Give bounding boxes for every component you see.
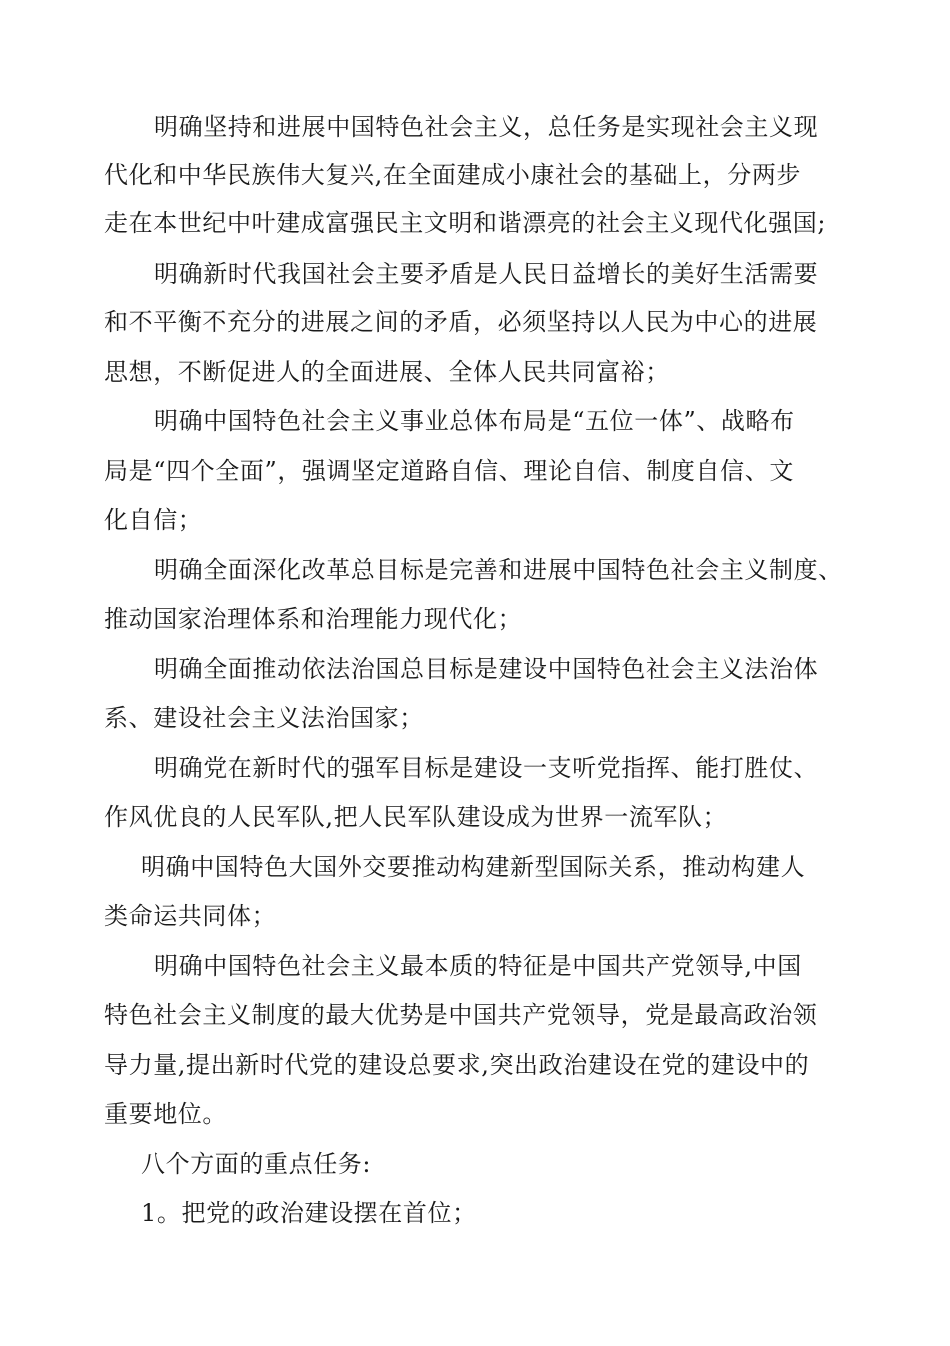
text-line: 思想，不断促进人的全面进展、全体人民共同富裕；: [104, 358, 670, 386]
text-line: 化自信；: [104, 506, 203, 534]
text-line: 明确中国特色社会主义最本质的特征是中国共产党领导,中国: [154, 952, 802, 980]
text-line: 局是“四个全面”，强调坚定道路自信、理论自信、制度自信、文: [104, 457, 794, 485]
text-line: 明确全面深化改革总目标是完善和进展中国特色社会主义制度、: [154, 556, 843, 584]
text-line: 重要地位。: [104, 1100, 227, 1128]
text-line: 明确党在新时代的强军目标是建设一支听党指挥、能打胜仗、: [154, 754, 819, 782]
text-line: 八个方面的重点任务:: [141, 1150, 372, 1178]
text-line: 1。把党的政治建设摆在首位；: [141, 1199, 477, 1227]
text-line: 代化和中华民族伟大复兴,在全面建成小康社会的基础上，分两步: [104, 161, 802, 189]
text-line: 和不平衡不充分的进展之间的矛盾，必须坚持以人民为中心的进展: [104, 308, 818, 336]
text-line: 作风优良的人民军队,把人民军队建设成为世界一流军队；: [104, 803, 728, 831]
text-line: 特色社会主义制度的最大优势是中国共产党领导，党是最高政治领: [104, 1001, 818, 1029]
text-line: 明确新时代我国社会主要矛盾是人民日益增长的美好生活需要: [154, 260, 819, 288]
text-line: 导力量,提出新时代党的建设总要求,突出政治建设在党的建设中的: [104, 1051, 810, 1079]
text-line: 推动国家治理体系和治理能力现代化；: [104, 605, 523, 633]
text-line: 明确中国特色大国外交要推动构建新型国际关系，推动构建人: [141, 853, 806, 881]
text-line: 明确全面推动依法治国总目标是建设中国特色社会主义法治体: [154, 655, 819, 683]
text-line: 明确中国特色社会主义事业总体布局是“五位一体”、战略布: [154, 407, 795, 435]
text-line: 类命运共同体；: [104, 902, 277, 930]
text-line: 系、建设社会主义法治国家；: [104, 704, 424, 732]
text-line: 明确坚持和进展中国特色社会主义，总任务是实现社会主义现: [154, 113, 819, 141]
text-line: 走在本世纪中叶建成富强民主文明和谐漂亮的社会主义现代化强国;: [104, 209, 827, 237]
